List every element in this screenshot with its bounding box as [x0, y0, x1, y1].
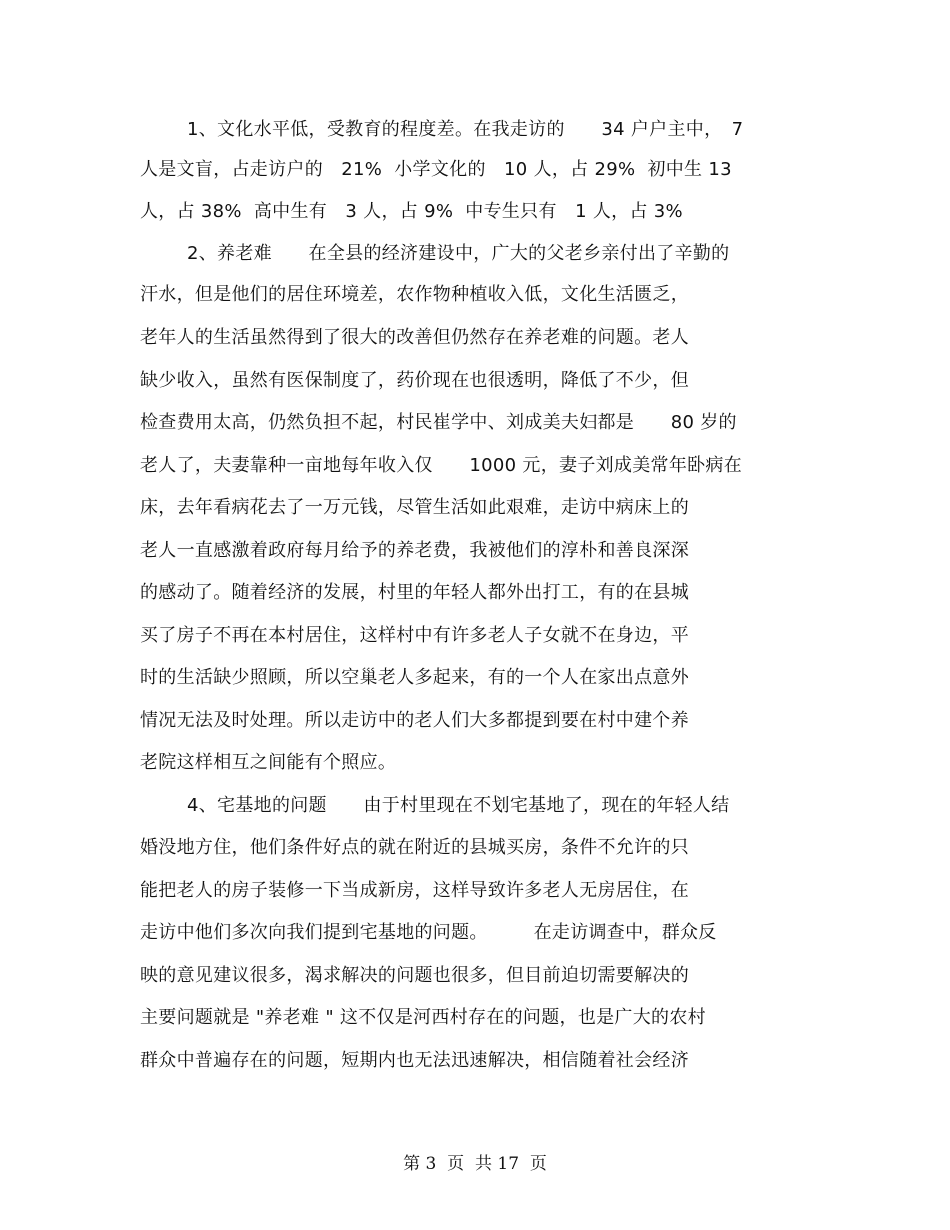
paragraph-2-line-13: 老院这样相互之间能有个照应。 [140, 752, 397, 773]
paragraph-3-line-6: 主要问题就是 "养老难 " 这不仅是河西村存在的问题，也是广大的农村 [140, 1007, 706, 1028]
paragraph-2-line-12: 情况无法及时处理。所以走访中的老人们大多都提到要在村中建个养 [140, 710, 689, 731]
paragraph-1-line-1: 1、文化水平低，受教育的程度差。在我走访的 34 户户主中， 7 [187, 119, 744, 140]
paragraph-2-line-9: 的感动了。随着经济的发展，村里的年轻人都外出打工，有的在县城 [140, 582, 689, 603]
paragraph-3-line-1: 4、宅基地的问题 由于村里现在不划宅基地了，现在的年轻人结 [187, 795, 730, 816]
paragraph-2-line-1: 2、养老难 在全县的经济建设中，广大的父老乡亲付出了辛勤的 [187, 243, 730, 264]
paragraph-2-line-3: 老年人的生活虽然得到了很大的改善但仍然存在养老难的问题。老人 [140, 327, 689, 348]
paragraph-2-line-5: 检查费用太高，仍然负担不起，村民崔学中、刘成美夫妇都是 80 岁的 [140, 412, 737, 433]
paragraph-2-line-8: 老人一直感激着政府每月给予的养老费，我被他们的淳朴和善良深深 [140, 540, 689, 561]
paragraph-1-line-2: 人是文盲，占走访户的 21% 小学文化的 10 人，占 29% 初中生 13 [140, 159, 732, 180]
paragraph-3-line-4: 走访中他们多次向我们提到宅基地的问题。 在走访调查中，群众反 [140, 922, 717, 943]
paragraph-3-line-2: 婚没地方住，他们条件好点的就在附近的县城买房，条件不允许的只 [140, 837, 689, 858]
paragraph-3-line-5: 映的意见建议很多，渴求解决的问题也很多，但目前迫切需要解决的 [140, 965, 689, 986]
page-number-footer: 第 3 页 共 17 页 [403, 1154, 547, 1174]
paragraph-2-line-11: 时的生活缺少照顾，所以空巢老人多起来，有的一个人在家出点意外 [140, 667, 689, 688]
paragraph-3-line-3: 能把老人的房子装修一下当成新房，这样导致许多老人无房居住，在 [140, 880, 689, 901]
paragraph-2-line-10: 买了房子不再在本村居住，这样村中有许多老人子女就不在身边，平 [140, 625, 689, 646]
paragraph-3-line-7: 群众中普遍存在的问题，短期内也无法迅速解决，相信随着社会经济 [140, 1050, 689, 1071]
paragraph-2-line-2: 汗水，但是他们的居住环境差，农作物种植收入低，文化生活匮乏， [140, 284, 689, 305]
paragraph-2-line-6: 老人了，夫妻靠种一亩地每年收入仅 1000 元，妻子刘成美常年卧病在 [140, 455, 743, 476]
paragraph-2-line-7: 床，去年看病花去了一万元钱，尽管生活如此艰难，走访中病床上的 [140, 497, 689, 518]
paragraph-1-line-3: 人，占 38% 高中生有 3 人，占 9% 中专生只有 1 人，占 3% [140, 201, 683, 222]
paragraph-2-line-4: 缺少收入，虽然有医保制度了，药价现在也很透明，降低了不少，但 [140, 370, 689, 391]
